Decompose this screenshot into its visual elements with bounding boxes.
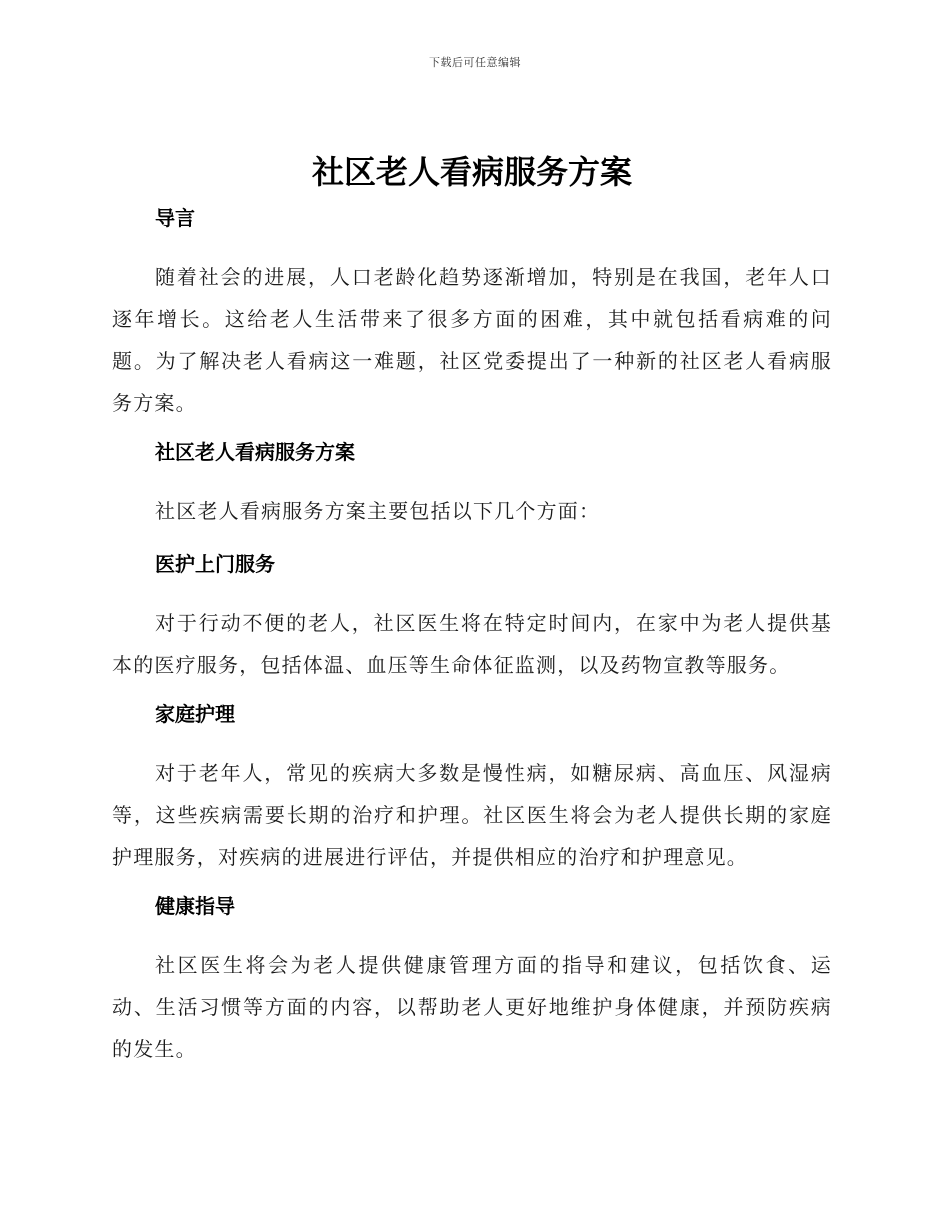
document-body (112, 148, 832, 1082)
section-heading-intro: 导言 (155, 206, 195, 230)
section-heading-health-guidance: 健康指导 (155, 894, 235, 918)
section-paragraph-plan: 社区老人看病服务方案主要包括以下几个方面： (155, 499, 601, 523)
section-paragraph-home-visit: 对于行动不便的老人，社区医生将在特定时间内，在家中为老人提供基本的医疗服务，包括体温、血压等生命体征监测，以及药物宣教等服务。 (112, 611, 832, 677)
document-title: 社区老人看病服务方案 (311, 153, 632, 191)
section-heading-plan: 社区老人看病服务方案 (155, 440, 355, 464)
section-heading-home-care: 家庭护理 (155, 702, 235, 726)
section-heading-home-visit: 医护上门服务 (155, 552, 275, 576)
section-paragraph-intro: 随着社会的进展，人口老龄化趋势逐渐增加，特别是在我国，老年人口逐年增长。这给老人生活带来了很多方面的困难，其中就包括看病难的问题。为了解决老人看病这一难题，社区党委提出了一种新的社区老人看病服务方案。 (112, 265, 832, 415)
section-paragraph-home-care: 对于老年人，常见的疾病大多数是慢性病，如糖尿病、高血压、风湿病等，这些疾病需要长期的治疗和护理。社区医生将会为老人提供长期的家庭护理服务，对疾病的进展进行评估，并提供相应的治疗和护理意见。 (112, 761, 832, 869)
section-paragraph-health-guidance: 社区医生将会为老人提供健康管理方面的指导和建议，包括饮食、运动、生活习惯等方面的内容，以帮助老人更好地维护身体健康，并预防疾病的发生。 (112, 953, 832, 1061)
page-header: 下载后可任意编辑 (429, 56, 521, 69)
